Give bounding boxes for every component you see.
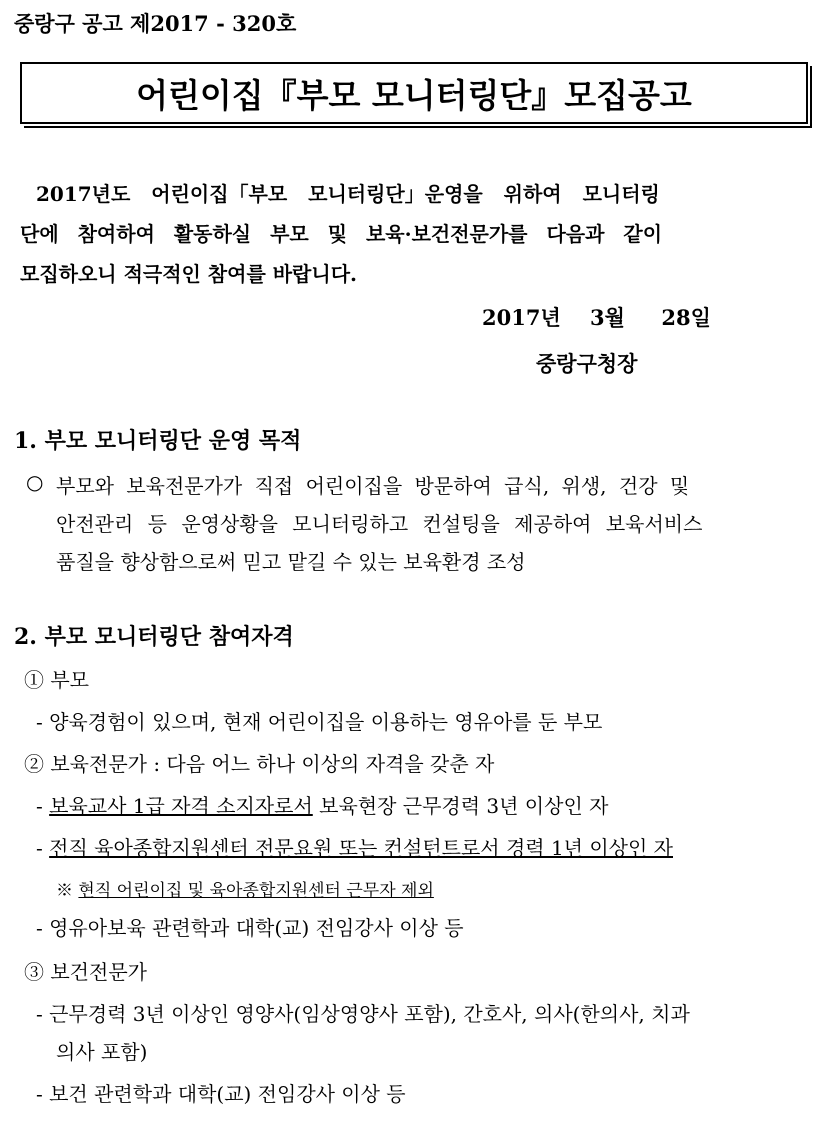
intro-line-2: 단에 참여하여 활동하실 부모 및 보육·보건전문가를 다음과 같이 [20,222,663,246]
health-label: ③ 보건전문가 [24,960,147,984]
parent-label: ① 부모 [24,668,89,692]
issuer: 중랑구청장 [536,351,638,376]
childcare-item-1-underlined: 보육교사 1급 자격 소지자로서 [49,794,313,818]
childcare-item-2 [36,832,673,861]
page-title: 어린이집『부모 모니터링단』모집공고 [136,75,692,115]
section-2-heading: 2. 부모 모니터링단 참여자격 [14,624,294,650]
note-mark: ※ [56,881,73,901]
health-item-2: - 보건 관련학과 대학(교) 전임강사 이상 등 [36,1082,406,1106]
health-item-1-line-2: 의사 포함) [56,1040,148,1064]
notice-number: 중랑구 공고 제2017 - 320호 [14,11,297,36]
health-item-1-line-1: - 근무경력 3년 이상인 영양사(임상영양사 포함), 간호사, 의사(한의사, 치과 [36,1002,690,1026]
childcare-item-3: - 영유아보육 관련학과 대학(교) 전임강사 이상 등 [36,916,464,940]
childcare-item-1-dash: - [36,794,43,818]
childcare-item-2-underlined: 전직 육아종합지원센터 전문요원 또는 컨설턴트로서 경력 1년 이상인 자 [49,836,673,860]
parent-item: - 양육경험이 있으며, 현재 어린이집을 이용하는 영유아를 둔 부모 [36,710,603,734]
childcare-item-1-rest: 보육현장 근무경력 3년 이상인 자 [312,794,609,818]
childcare-item-2-dash: - [36,836,43,860]
section-1-line-3: 품질을 향상함으로써 믿고 맡길 수 있는 보육환경 조성 [56,550,526,574]
section-1-line-2: 안전관리 등 운영상황을 모니터링하고 컨설팅을 제공하여 보육서비스 [56,512,703,536]
intro-line-1: 2017년도 어린이집「부모 모니터링단」운영을 위하여 모니터링 [36,182,660,206]
note-text: 현직 어린이집 및 육아종합지원센터 근무자 제외 [78,881,434,901]
section-1-bullet: ○ [26,470,44,494]
section-1-heading: 1. 부모 모니터링단 운영 목적 [14,428,302,454]
intro-line-3: 모집하오니 적극적인 참여를 바랍니다. [20,262,357,286]
notice-date: 2017년 3월 28일 [482,305,711,330]
childcare-label: ② 보육전문가 : 다음 어느 하나 이상의 자격을 갖춘 자 [24,752,495,776]
section-1-line-1: 부모와 보육전문가가 직접 어린이집을 방문하여 급식, 위생, 건강 및 [56,474,690,498]
childcare-note [56,876,434,901]
childcare-item-1 [36,790,608,819]
